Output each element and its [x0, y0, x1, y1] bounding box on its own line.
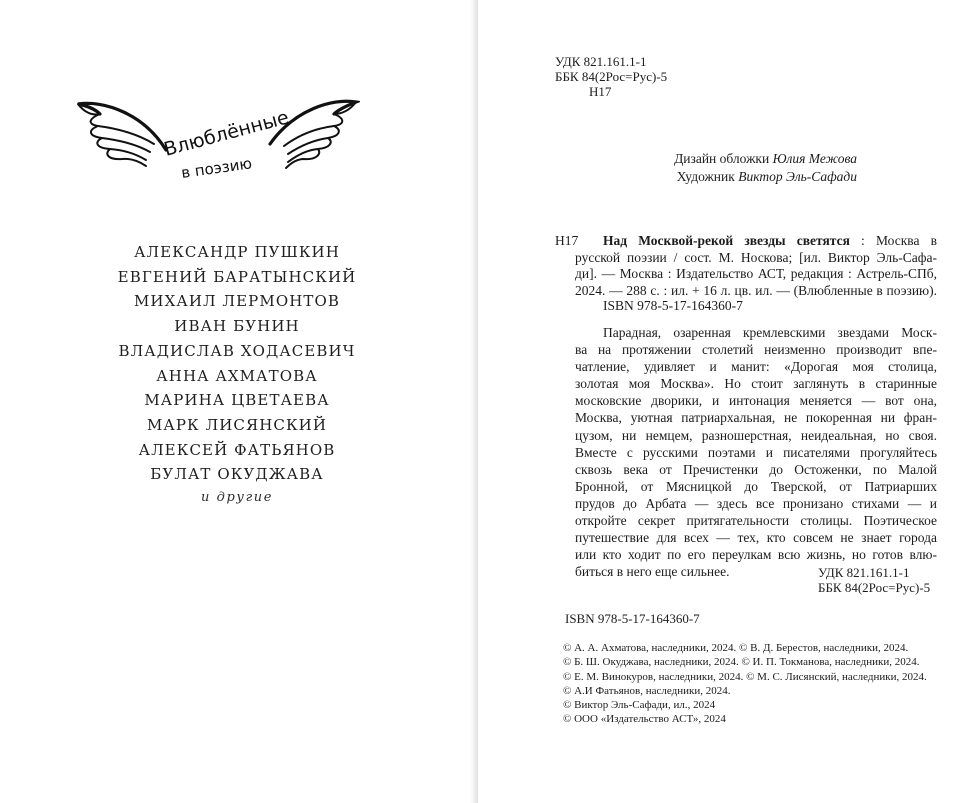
entry-line: русской поэзии / сост. М. Носкова; [ил. Виктор Эль-Сафа-: [575, 249, 937, 265]
entry-line: 2024. — 288 с. : ил. + 16 л. цв. ил. — (Влюбленные в поэзию).: [575, 282, 937, 298]
annotation-line: золотая моя Москва». Но стоит заглянуть в старинные: [575, 376, 937, 392]
copyright-line: © Виктор Эль-Сафади, ил., 2024: [563, 699, 716, 712]
author-name: МАРИНА ЦВЕТАЕВА: [144, 391, 330, 410]
artist-name: Виктор Эль-Сафади: [738, 169, 857, 184]
annotation-line: чатление, удивляет и манит: «Дорогая моя столица,: [575, 359, 937, 375]
entry-line-rest: : Москва в: [849, 233, 937, 248]
left-page: [0, 0, 474, 803]
author-name: ИВАН БУНИН: [174, 317, 300, 336]
authors-list: [0, 240, 474, 487]
classification-block-top: [555, 54, 667, 99]
author-name: АЛЕКСАНДР ПУШКИН: [134, 243, 340, 261]
copyright-line: © Б. Ш. Окуджава, наследники, 2024. © И. П. Токманова, наследники, 2024.: [563, 656, 920, 669]
copyright-line: © А.И Фатьянов, наследники, 2024.: [563, 684, 731, 697]
udk-code: УДК 821.161.1-1: [555, 54, 647, 69]
author-name: МАРК ЛИСЯНСКИЙ: [146, 415, 328, 434]
annotation-line: прудов до Арбата — здесь все пронизано стихами — и: [575, 495, 937, 511]
annotation-line: откройте секрет притягательности столицы. Поэтическое: [575, 513, 937, 529]
annotation-line: ва на протяжении столетий неизменно производит впе-: [575, 342, 937, 358]
book-title: Над Москвой-рекой звезды светятся: [603, 233, 850, 248]
annotation-line: цузом, ни немцем, разношерстная, неидеальная, но своя.: [575, 427, 937, 443]
logo-text-line1: Влюблённые: [161, 106, 292, 161]
author-name: ВЛАДИСЛАВ ХОДАСЕВИЧ: [118, 341, 356, 360]
left-wing-icon: [78, 103, 166, 166]
annotation-line: Бронной, от Мясницкой до Тверской, от Патриарших: [575, 478, 937, 494]
annotation-line: или кто ходит по его переулкам всю жизнь, но готов влю-: [575, 547, 937, 563]
entry-line: [575, 233, 937, 250]
entry-code: Н17: [555, 233, 579, 248]
copyright-line: © А. А. Ахматова, наследники, 2024. © В. Д. Берестов, наследники, 2024.: [563, 642, 909, 654]
cover-design-credit: [560, 150, 857, 168]
bibliographic-entry: [575, 233, 937, 299]
cover-design-name: Юлия Межова: [772, 151, 857, 166]
bbk-code: ББК 84(2Рос=Рус)-5: [555, 69, 668, 84]
annotation-line: Москва, уютная патриархальная, не покоренная ни фран-: [575, 410, 937, 426]
credits-block: [560, 150, 857, 186]
annotation-line: путешествие для всех — тех, кто совсем не знает города: [575, 530, 937, 546]
entry-isbn: ISBN 978-5-17-164360-7: [603, 298, 743, 313]
author-name: МИХАИЛ ЛЕРМОНТОВ: [133, 292, 341, 311]
author-name: БУЛАТ ОКУДЖАВА: [150, 465, 324, 484]
logo-text-line2: в поэзию: [180, 154, 254, 182]
series-logo: [74, 92, 360, 192]
isbn-bottom: ISBN 978-5-17-164360-7: [565, 611, 700, 626]
author-name: ЕВГЕНИЙ БАРАТЫНСКИЙ: [117, 267, 357, 286]
annotation-line: Вместе с русскими поэтами и писателями прогуляйтесь: [575, 444, 937, 460]
entry-line: ди]. — Москва : Издательство АСТ, редакция : Астрель-СПб,: [575, 266, 937, 281]
copyright-list: [563, 641, 927, 727]
classification-block-bottom: [818, 565, 930, 595]
cover-design-label: Дизайн обложки: [674, 151, 773, 166]
annotation-line: московские дворики, и интонация меняется — вот она,: [575, 393, 937, 409]
artist-label: Художник: [676, 169, 739, 184]
author-name: АННА АХМАТОВА: [156, 366, 318, 385]
udk-code: УДК 821.161.1-1: [818, 565, 910, 580]
artist-credit: [560, 168, 857, 186]
annotation-line: сквозь века от Пречистенки до Остоженки, по Малой: [575, 461, 937, 477]
others-caption: и другие: [200, 490, 274, 505]
annotation-line: биться в него еще сильнее.: [575, 564, 730, 580]
bbk-code: ББК 84(2Рос=Рус)-5: [818, 580, 931, 595]
annotation-line: Парадная, озаренная кремлевскими звездами Моск-: [603, 325, 937, 340]
author-name: АЛЕКСЕЙ ФАТЬЯНОВ: [138, 440, 336, 459]
annotation: [575, 324, 937, 580]
copyright-line: © Е. М. Винокуров, наследники, 2024. © М. С. Лисянский, наследники, 2024.: [563, 670, 927, 683]
copyright-line: © ООО «Издательство АСТ», 2024: [563, 713, 726, 726]
author-mark: Н17: [589, 84, 612, 99]
